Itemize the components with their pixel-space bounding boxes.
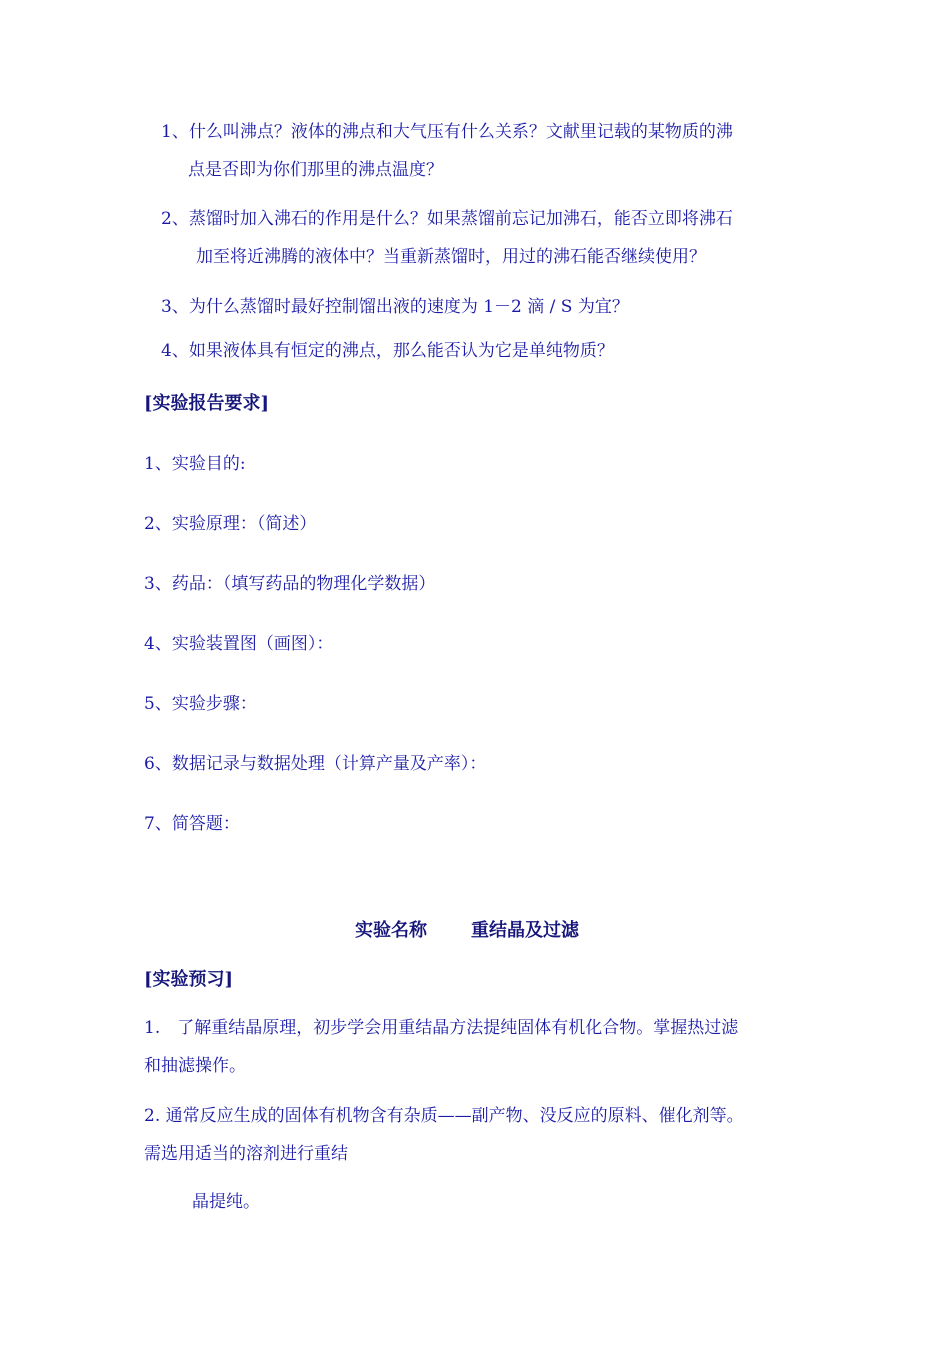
preview-paragraph-1-line-1: 1. 了解重结晶原理，初步学会用重结晶方法提纯固体有机化合物。掌握热过滤 bbox=[144, 1018, 739, 1038]
report-item-3: 3、药品：（填写药品的物理化学数据） bbox=[144, 574, 436, 594]
preview-paragraph-2-line-3: 晶提纯。 bbox=[192, 1192, 260, 1212]
experiment-title bbox=[355, 922, 579, 940]
question-2-line-2: 加至将近沸腾的液体中？当重新蒸馏时，用过的沸石能否继续使用？ bbox=[196, 247, 706, 267]
question-1-line-1: 1、什么叫沸点？液体的沸点和大气压有什么关系？文献里记载的某物质的沸 bbox=[161, 122, 733, 142]
report-item-4: 4、实验装置图（画图）： bbox=[144, 634, 334, 654]
preview-heading: [实验预习] bbox=[144, 969, 234, 990]
question-2-line-1: 2、蒸馏时加入沸石的作用是什么？如果蒸馏前忘记加沸石，能否立即将沸石 bbox=[161, 209, 733, 229]
preview-paragraph-2-line-1: 2. 通常反应生成的固体有机物含有杂质——副产物、没反应的原料、催化剂等。 bbox=[144, 1106, 744, 1126]
report-item-5: 5、实验步骤： bbox=[144, 694, 257, 714]
report-heading: [实验报告要求] bbox=[144, 393, 270, 414]
report-item-7: 7、简答题： bbox=[144, 814, 240, 834]
preview-paragraph-2-line-2: 需选用适当的溶剂进行重结 bbox=[144, 1144, 348, 1164]
experiment-title-name: 重结晶及过滤 bbox=[471, 920, 579, 941]
preview-paragraph-1-line-2: 和抽滤操作。 bbox=[144, 1056, 246, 1076]
report-item-6: 6、数据记录与数据处理（计算产量及产率）： bbox=[144, 754, 487, 774]
question-3: 3、为什么蒸馏时最好控制馏出液的速度为 1－2 滴 / S 为宜？ bbox=[161, 297, 629, 317]
experiment-title-label: 实验名称 bbox=[355, 920, 427, 941]
report-item-1: 1、实验目的: bbox=[144, 454, 246, 474]
question-4: 4、如果液体具有恒定的沸点，那么能否认为它是单纯物质？ bbox=[161, 341, 614, 361]
question-1-line-2: 点是否即为你们那里的沸点温度？ bbox=[188, 160, 443, 180]
report-item-2: 2、实验原理：（简述） bbox=[144, 514, 317, 534]
